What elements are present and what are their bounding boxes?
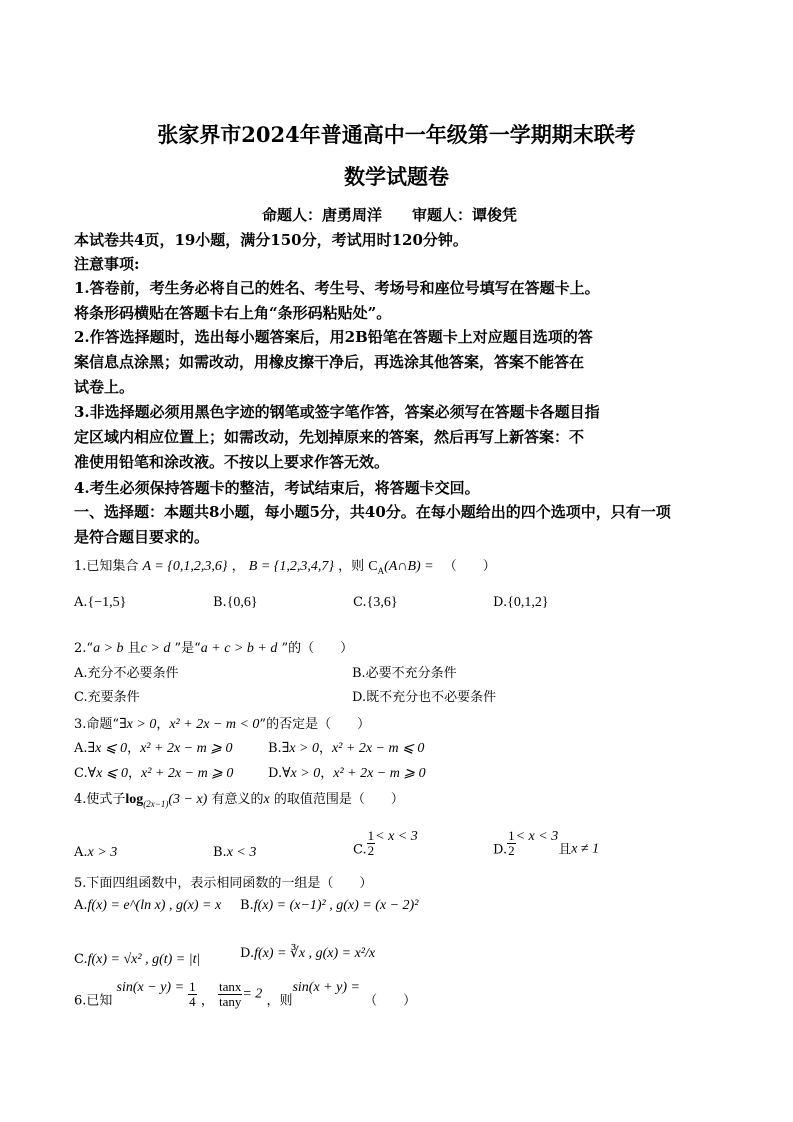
q2-option-a[interactable]: A.充分不必要条件 — [74, 666, 179, 681]
q1-complement-sub: A — [377, 565, 385, 576]
question-5: 5.下面四组函数中，表示相同函数的一组是（ ） — [74, 876, 373, 891]
q2-cond-3: a + c > b + d — [200, 641, 278, 656]
q6-expr-2: = 2 — [242, 986, 263, 1002]
q5-option-b[interactable]: B.f(x) = (x−1)² , g(x) = (x − 2)² — [240, 898, 419, 913]
q1-prefix: 1.已知集合 — [74, 559, 139, 574]
q6-paren: （ ） — [364, 993, 417, 1009]
q5-option-c[interactable]: C.f(x) = √x² , g(t) = |t| — [74, 952, 201, 967]
q4-option-c[interactable]: C. $\frac{1}{2}$ < x < 3 — [353, 828, 418, 858]
authors-line: 命题人：唐勇周洋 审题人：谭俊凭 — [262, 206, 518, 224]
notice-line: 将条形码横贴在答题卡右上角“条形码粘贴处”。 — [74, 304, 392, 322]
notice-line: 定区域内相应位置上；如需改动，先划掉原来的答案，然后再写上新答案：不 — [74, 428, 585, 446]
q2-and: 且 — [127, 641, 141, 656]
q4-tail-2: 的取值范围是（ ） — [273, 792, 404, 807]
q4-log: $\log_{(2x-1)}(3 - x)$ — [125, 792, 208, 809]
q6-mid: ，则 — [266, 993, 293, 1009]
exam-title: 张家界市2024年普通高中一年级第一学期期末联考 — [157, 122, 636, 147]
q4-option-c-fraction: $\frac{1}{2}$ — [367, 828, 375, 858]
section-heading-cont: 是符合题目要求的。 — [74, 528, 210, 546]
q1-complement-tail: (A∩B) = — [384, 559, 434, 574]
notice-line: 试卷上。 — [74, 378, 135, 396]
q2-cond-2: c > d — [140, 641, 171, 656]
question-1: 1.已知集合 A = {0,1,2,3,6} ， B = {1,2,3,4,7} ，则 $C_A(A\cap B)$ = （ ） — [74, 559, 496, 576]
q1-option-c[interactable]: C.{3,6} — [353, 595, 398, 610]
notice-line: 1.答卷前，考生务必将自己的姓名、考生号、考场号和座位号填写在答题卡上。 — [74, 279, 600, 297]
q1-option-a[interactable]: A.{−1,5} — [74, 595, 127, 610]
q4-var: x — [263, 792, 270, 807]
notice-line: 2.作答选择题时，选出每小题答案后，用2B铅笔在答题卡上对应题目选项的答 — [74, 328, 593, 346]
q6-fraction-2: $\frac{\tan x}{\tan y}$ — [218, 979, 242, 1009]
q2-option-d[interactable]: D.既不充分也不必要条件 — [352, 690, 497, 705]
q3-option-a[interactable]: A.∃x ⩽ 0，x² + 2x − m ⩾ 0 — [74, 741, 233, 756]
q1-option-d[interactable]: D.{0,1,2} — [493, 595, 549, 610]
q1-complement — [368, 559, 433, 574]
q1-option-b[interactable]: B.{0,6} — [213, 595, 258, 610]
notice-line: 准使用铅笔和涂改液。不按以上要求作答无效。 — [74, 453, 390, 471]
question-2 — [74, 637, 353, 657]
q1-paren: （ ） — [443, 559, 496, 574]
q3-comma: ， — [156, 717, 170, 732]
notice-line: 3.非选择题必须用黑色字迹的钢笔或签字笔作答，答案必须写在答题卡各题目指 — [74, 403, 600, 421]
intro-line: 本试卷共4页，19小题，满分150分，考试用时120分钟。 — [74, 231, 468, 249]
q3-tail: ”的否定是（ ） — [259, 717, 371, 732]
q4-tail: 有意义的 — [211, 792, 264, 807]
q2-option-c[interactable]: C.充要条件 — [74, 690, 140, 705]
q4-option-a[interactable]: A.x > 3 — [74, 845, 118, 860]
q3-option-b[interactable]: B.∃x > 0，x² + 2x − m ⩽ 0 — [268, 741, 425, 756]
q2-mid: ”是“ — [174, 641, 201, 656]
question-4 — [74, 788, 404, 809]
q4-option-d-fraction: $\frac{1}{2}$ — [508, 828, 515, 858]
q2-cond-1: a > b — [93, 641, 124, 656]
exam-subtitle: 数学试题卷 — [344, 164, 449, 189]
notice-line: 案信息点涂黑；如需改动，用橡皮擦干净后，再选涂其他答案，答案不能答在 — [74, 353, 585, 371]
q1-complement-c: C — [368, 559, 378, 574]
q5-option-a[interactable]: A.f(x) = e^(ln x) , g(x) = x — [74, 898, 222, 913]
q3-option-c[interactable]: C.∀x ⩽ 0，x² + 2x − m ⩾ 0 — [74, 766, 234, 781]
q3-option-d[interactable]: D.∀x > 0，x² + 2x − m ⩾ 0 — [268, 766, 426, 781]
q1-set-a: A = {0,1,2,3,6} — [142, 559, 228, 574]
q6-expr-3: sin(x + y) = — [292, 980, 360, 995]
q3-prop-2: x² + 2x − m < 0 — [169, 717, 260, 732]
section-heading: 一、选择题：本题共8小题，每小题5分，共40分。在每小题给出的四个选项中，只有一项 — [74, 503, 671, 521]
q4-prefix: 4.使式子 — [74, 792, 126, 807]
q4-option-d[interactable]: D. $\frac{1}{2}$ < x < 3且x ≠ 1 — [493, 828, 600, 858]
question-3 — [74, 713, 370, 733]
q2-tail: ”的（ ） — [281, 641, 354, 656]
question-6 — [74, 980, 416, 1008]
q2-option-b[interactable]: B.必要不充分条件 — [352, 666, 457, 681]
q6-expr-1: sin(x − y) = — [116, 980, 185, 995]
q3-prop-1: ∃x > 0 — [119, 717, 157, 732]
q5-option-d[interactable]: D.f(x) = ∛x , g(x) = x²/x — [240, 946, 376, 961]
notice-line: 4.考生必须保持答题卡的整洁，考试结束后，将答题卡交回。 — [74, 479, 480, 497]
notice-title: 注意事项: — [74, 255, 140, 273]
q2-prefix: 2.“ — [74, 641, 94, 656]
q6-fraction-1: $\frac{1}{4}$ — [189, 979, 196, 1009]
q4-option-b[interactable]: B.x < 3 — [213, 845, 257, 860]
q1-mid: ，则 — [338, 559, 365, 574]
q1-set-b: B = {1,2,3,4,7} — [248, 559, 334, 574]
q6-comma: ， — [200, 993, 214, 1009]
q6-prefix: 6.已知 — [74, 993, 113, 1009]
q3-prefix: 3.命题“ — [74, 717, 120, 732]
